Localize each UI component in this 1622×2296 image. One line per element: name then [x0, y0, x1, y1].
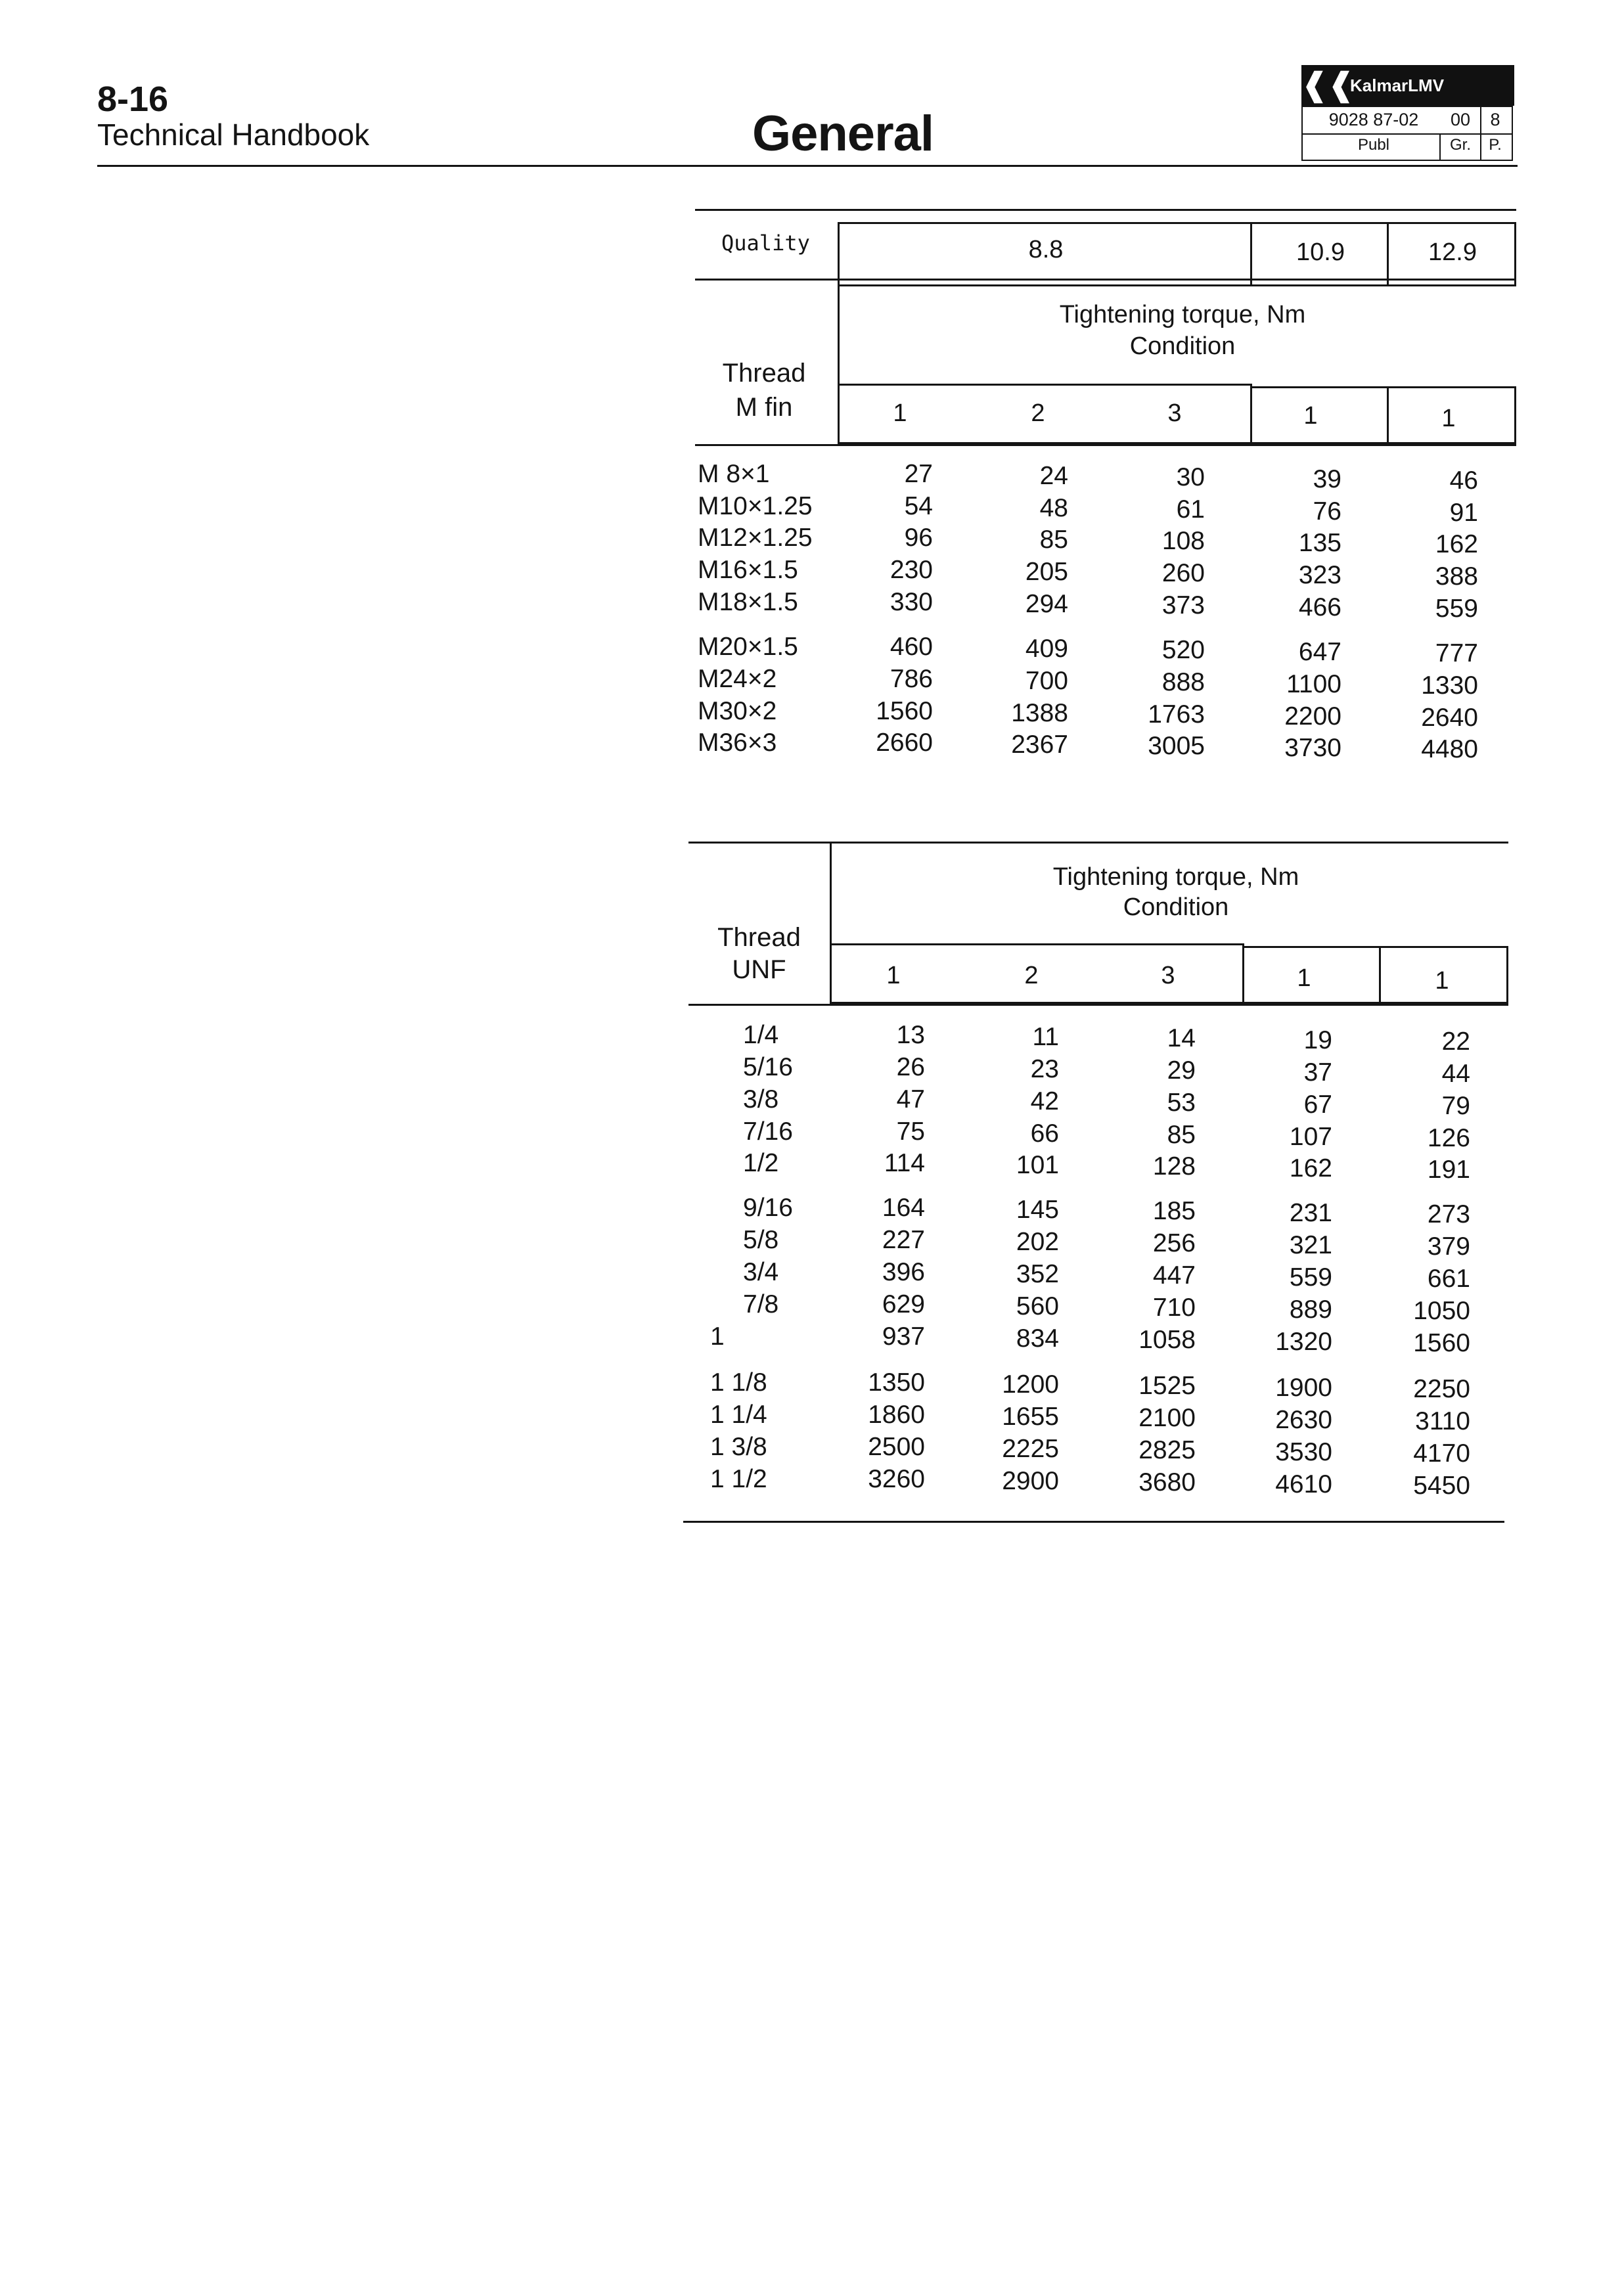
table-rule: [695, 444, 1516, 446]
torque-value: 2200: [1284, 702, 1341, 731]
thread-size: 3/4: [743, 1258, 779, 1286]
thread-size: 7/8: [743, 1290, 779, 1318]
torque-value: 3730: [1284, 734, 1341, 762]
torque-value: 352: [1016, 1260, 1059, 1288]
thread-size: 7/16: [743, 1117, 793, 1146]
torque-value: 162: [1435, 530, 1478, 558]
torque-value: 559: [1435, 595, 1478, 623]
doc-code: 9028 87-02: [1328, 110, 1419, 129]
torque-value: 85: [1167, 1121, 1196, 1149]
torque-value: 14: [1167, 1024, 1196, 1052]
thread-size: 1 1/4: [710, 1401, 767, 1429]
torque-value: 75: [896, 1117, 925, 1146]
torque-value: 53: [1167, 1089, 1196, 1117]
torque-value: 2640: [1421, 704, 1478, 732]
torque-value: 2367: [1011, 731, 1068, 759]
thread-size: 1 1/8: [710, 1368, 767, 1397]
chevron-logo-icon: ❰❰: [1301, 68, 1355, 102]
torque-value: 777: [1435, 639, 1478, 667]
torque-value: 373: [1161, 591, 1205, 619]
torque-value: 230: [890, 556, 933, 584]
condition-value: 1: [1435, 967, 1449, 995]
torque-value: 107: [1289, 1123, 1332, 1151]
document-reference-box: [1301, 106, 1513, 161]
thread-type-label: UNF: [732, 955, 786, 984]
torque-value: 330: [890, 588, 933, 616]
torque-value: 1560: [1413, 1329, 1470, 1357]
torque-value: 101: [1016, 1151, 1059, 1179]
torque-value: 48: [1039, 494, 1068, 522]
torque-value: 5450: [1413, 1472, 1470, 1500]
torque-value: 29: [1167, 1056, 1196, 1085]
torque-value: 1763: [1148, 700, 1205, 729]
condition-value: 1: [886, 962, 901, 989]
logo-text: KalmarLMV: [1350, 75, 1445, 95]
torque-value: 108: [1161, 527, 1205, 555]
thread-size: 5/8: [743, 1226, 779, 1254]
condition-value: 1: [1441, 405, 1456, 432]
torque-value: 889: [1289, 1295, 1332, 1324]
torque-value: 273: [1427, 1200, 1470, 1228]
table-top-rule: [688, 842, 1508, 844]
torque-value: 1050: [1413, 1297, 1470, 1325]
torque-value: 61: [1176, 495, 1205, 524]
torque-value: 520: [1161, 636, 1205, 664]
torque-value: 91: [1449, 499, 1478, 527]
torque-value: 1900: [1275, 1374, 1332, 1402]
thread-size: 1/2: [743, 1149, 779, 1177]
condition-value: 1: [1303, 402, 1318, 430]
torque-value: 135: [1298, 529, 1341, 557]
torque-value: 629: [882, 1290, 925, 1318]
torque-value: 888: [1161, 668, 1205, 696]
torque-label: Tightening torque, Nm: [1052, 863, 1299, 891]
quality-value: 12.9: [1428, 238, 1477, 266]
torque-value: 46: [1449, 466, 1478, 495]
torque-value: 231: [1289, 1199, 1332, 1227]
torque-value: 19: [1303, 1026, 1332, 1054]
torque-value: 1350: [868, 1368, 925, 1397]
condition-value: 1: [1297, 964, 1311, 992]
torque-value: 786: [890, 665, 933, 693]
torque-value: 164: [882, 1194, 925, 1222]
torque-value: 37: [1303, 1058, 1332, 1087]
torque-value: 1860: [868, 1401, 925, 1429]
torque-value: 22: [1441, 1027, 1470, 1056]
torque-value: 11: [1032, 1023, 1059, 1051]
torque-value: 2660: [876, 729, 933, 757]
page-number: 8-16: [97, 79, 169, 119]
handbook-title: Technical Handbook: [97, 118, 370, 152]
label-page: P.: [1489, 136, 1502, 154]
torque-value: 256: [1152, 1229, 1196, 1257]
condition-value: 3: [1161, 962, 1175, 989]
torque-value: 2225: [1002, 1435, 1059, 1463]
torque-value: 396: [882, 1258, 925, 1286]
quality-label: Quality: [721, 231, 810, 256]
thread-size: M24×2: [698, 665, 777, 693]
quality-value: 8.8: [1028, 236, 1064, 263]
table-rule: [695, 279, 1516, 281]
condition-value: 1: [893, 399, 907, 427]
torque-value: 559: [1289, 1263, 1332, 1292]
doc-page: 8: [1490, 110, 1500, 129]
condition-value: 3: [1167, 399, 1182, 427]
torque-value: 1655: [1002, 1403, 1059, 1431]
torque-value: 661: [1427, 1265, 1470, 1293]
torque-value: 4170: [1413, 1439, 1470, 1468]
torque-value: 3680: [1138, 1468, 1196, 1497]
header-divider: [97, 165, 1518, 167]
thread-size: M20×1.5: [698, 633, 798, 661]
torque-value: 76: [1313, 497, 1341, 526]
torque-value: 834: [1016, 1324, 1059, 1353]
condition-value: 2: [1024, 962, 1039, 989]
torque-label: Tightening torque, Nm: [1059, 301, 1306, 328]
torque-value: 202: [1016, 1228, 1059, 1256]
torque-value: 47: [896, 1085, 925, 1114]
torque-value: 54: [904, 492, 933, 520]
torque-value: 1560: [876, 697, 933, 725]
condition-label: Condition: [1129, 332, 1236, 360]
torque-value: 26: [896, 1053, 925, 1081]
torque-value: 3005: [1148, 732, 1205, 760]
quality-cell: [838, 222, 1252, 286]
thread-size: M30×2: [698, 697, 777, 725]
torque-value: 4480: [1421, 735, 1478, 763]
doc-box-sep: [1439, 133, 1441, 160]
thread-size: 1 1/2: [710, 1465, 767, 1493]
torque-value: 162: [1289, 1154, 1332, 1182]
torque-value: 1388: [1011, 699, 1068, 727]
torque-value: 24: [1039, 462, 1068, 490]
condition-value: 2: [1031, 399, 1045, 427]
torque-value: 23: [1030, 1055, 1059, 1083]
torque-value: 42: [1030, 1087, 1059, 1115]
torque-value: 700: [1025, 667, 1068, 695]
torque-value: 2100: [1138, 1404, 1196, 1432]
thread-size: M10×1.25: [698, 492, 813, 520]
torque-value: 44: [1441, 1060, 1470, 1088]
torque-value: 4610: [1275, 1470, 1332, 1498]
thread-type-label: M fin: [735, 393, 793, 422]
thread-size: 1: [710, 1322, 725, 1351]
thread-size: M 8×1: [698, 460, 770, 488]
torque-value: 3530: [1275, 1438, 1332, 1466]
doc-box-sep: [1480, 107, 1481, 160]
torque-value: 128: [1152, 1152, 1196, 1181]
table-top-rule: [695, 209, 1516, 211]
torque-value: 13: [896, 1021, 925, 1049]
torque-value: 1525: [1138, 1372, 1196, 1400]
quality-cell: [1387, 222, 1516, 286]
torque-value: 647: [1298, 638, 1341, 666]
torque-value: 1320: [1275, 1328, 1332, 1356]
thread-size: M18×1.5: [698, 588, 798, 616]
torque-value: 1200: [1002, 1370, 1059, 1399]
torque-value: 67: [1303, 1091, 1332, 1119]
torque-value: 79: [1441, 1092, 1470, 1120]
torque-value: 27: [904, 460, 933, 488]
torque-value: 96: [904, 524, 933, 552]
thread-size: M36×3: [698, 729, 777, 757]
thread-size: M12×1.25: [698, 524, 813, 552]
torque-value: 185: [1152, 1197, 1196, 1225]
torque-value: 85: [1039, 526, 1068, 554]
torque-value: 710: [1152, 1294, 1196, 1322]
table-bottom-rule: [683, 1521, 1504, 1523]
thread-size: 1/4: [743, 1021, 779, 1049]
thread-size: 1 3/8: [710, 1433, 767, 1461]
torque-value: 409: [1025, 635, 1068, 663]
torque-value: 2825: [1138, 1436, 1196, 1464]
torque-value: 447: [1152, 1261, 1196, 1290]
torque-value: 114: [884, 1149, 925, 1177]
torque-value: 466: [1298, 593, 1341, 621]
torque-value: 321: [1289, 1231, 1332, 1259]
torque-value: 3260: [868, 1465, 925, 1493]
torque-value: 126: [1427, 1124, 1470, 1152]
torque-value: 2250: [1413, 1375, 1470, 1403]
quality-cell: [1250, 222, 1389, 286]
torque-value: 205: [1025, 558, 1068, 586]
torque-value: 379: [1427, 1232, 1470, 1261]
torque-value: 260: [1161, 559, 1205, 587]
thread-label: Thread: [717, 923, 801, 952]
condition-label: Condition: [1123, 893, 1229, 921]
torque-value: 2900: [1002, 1467, 1059, 1495]
torque-value: 2500: [868, 1433, 925, 1461]
torque-value: 388: [1435, 562, 1478, 591]
torque-value: 323: [1298, 561, 1341, 589]
torque-value: 937: [882, 1322, 925, 1351]
thread-size: M16×1.5: [698, 556, 798, 584]
torque-value: 191: [1427, 1156, 1470, 1184]
doc-group: 00: [1450, 110, 1471, 129]
torque-value: 66: [1030, 1119, 1059, 1148]
torque-value: 227: [882, 1226, 925, 1254]
thread-label: Thread: [722, 359, 806, 388]
label-group: Gr.: [1449, 136, 1471, 154]
torque-value: 30: [1176, 463, 1205, 491]
torque-value: 2630: [1275, 1406, 1332, 1434]
torque-value: 1100: [1286, 670, 1341, 698]
torque-value: 1058: [1138, 1326, 1196, 1354]
label-publ: Publ: [1357, 136, 1390, 154]
torque-value: 560: [1016, 1292, 1059, 1320]
table-rule: [688, 1004, 1508, 1006]
torque-value: 460: [890, 633, 933, 661]
torque-value: 39: [1313, 465, 1341, 493]
torque-value: 145: [1016, 1196, 1059, 1224]
thread-size: 5/16: [743, 1053, 793, 1081]
section-title: General: [752, 106, 934, 162]
thread-size: 3/8: [743, 1085, 779, 1114]
torque-value: 294: [1025, 590, 1068, 618]
kalmar-logo: [1301, 65, 1514, 106]
torque-value: 3110: [1415, 1407, 1470, 1435]
quality-value: 10.9: [1296, 238, 1345, 266]
torque-value: 1330: [1421, 671, 1478, 700]
thread-size: 9/16: [743, 1194, 793, 1222]
